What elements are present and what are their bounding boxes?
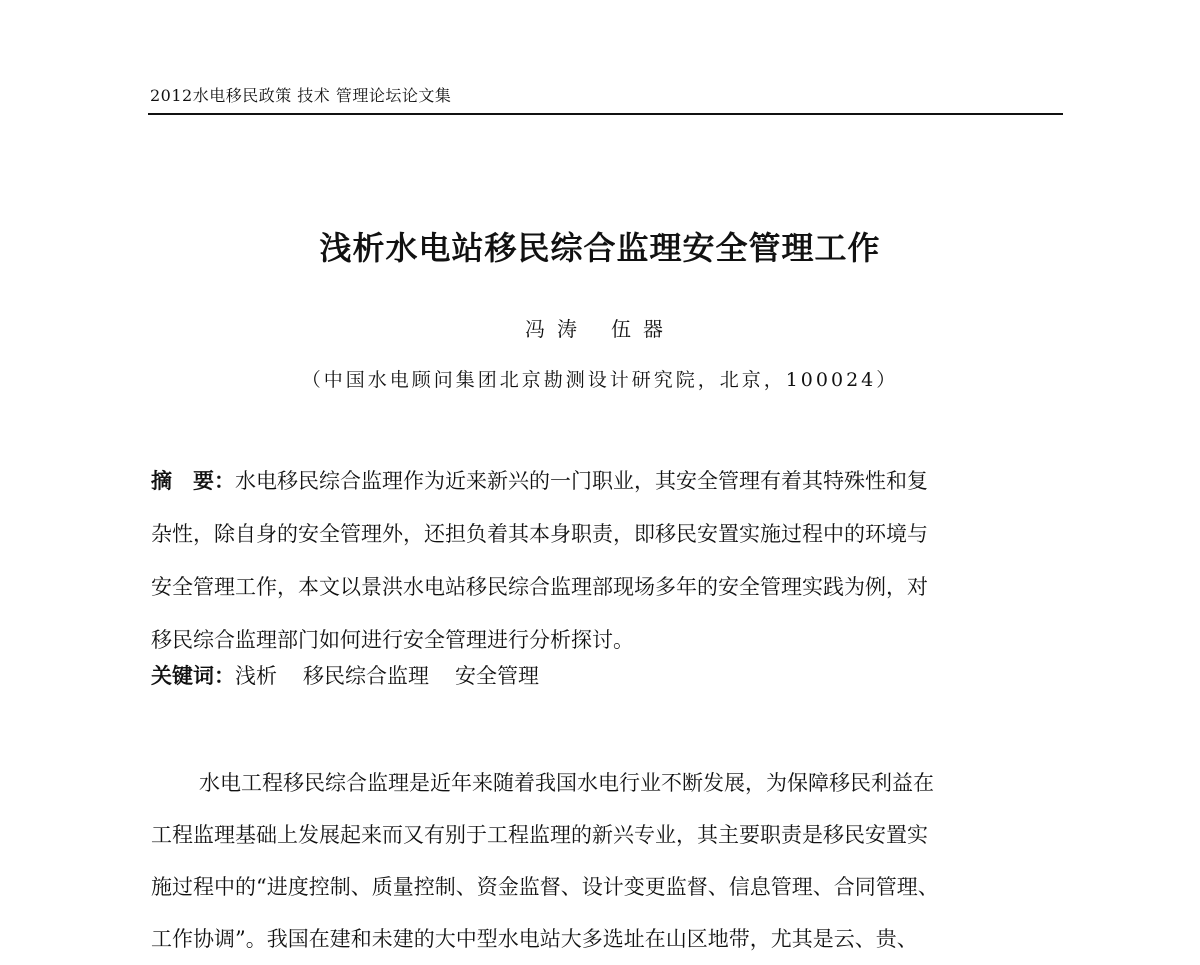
body-line: 工作协调”。我国在建和未建的大中型水电站大多选址在山区地带，尤其是云、贵、 xyxy=(151,927,918,951)
keyword: 安全管理 xyxy=(455,664,539,688)
abstract xyxy=(151,455,1063,667)
keyword: 移民综合监理 xyxy=(303,664,429,688)
body-line: 水电工程移民综合监理是近年来随着我国水电行业不断发展，为保障移民利益在 xyxy=(199,771,934,795)
keywords-label: 关键词： xyxy=(151,664,235,688)
abstract-line xyxy=(151,455,1063,508)
author-name: 冯涛 xyxy=(525,317,589,341)
abstract-text: 水电移民综合监理作为近来新兴的一门职业，其安全管理有着其特殊性和复 xyxy=(235,469,928,493)
author-name: 伍器 xyxy=(611,317,675,341)
abstract-line: 移民综合监理部门如何进行安全管理进行分析探讨。 xyxy=(151,628,634,652)
abstract-label: 摘 要： xyxy=(151,469,235,493)
body-paragraph xyxy=(151,757,1063,965)
affiliation: （中国水电顾问集团北京勘测设计研究院，北京，100024） xyxy=(301,369,899,391)
body-line: 工程监理基础上发展起来而又有别于工程监理的新兴专业，其主要职责是移民安置实 xyxy=(151,823,928,847)
keywords xyxy=(151,661,565,691)
header-rule xyxy=(148,113,1063,115)
paper-title: 浅析水电站移民综合监理安全管理工作 xyxy=(319,229,881,267)
abstract-line: 杂性，除自身的安全管理外，还担负着其本身职责，即移民安置实施过程中的环境与 xyxy=(151,522,928,546)
running-header: 2012水电移民政策 技术 管理论坛论文集 xyxy=(150,86,452,105)
author-list xyxy=(0,316,1200,342)
keyword: 浅析 xyxy=(235,664,277,688)
abstract-line: 安全管理工作，本文以景洪水电站移民综合监理部现场多年的安全管理实践为例，对 xyxy=(151,575,928,599)
body-line: 施过程中的“进度控制、质量控制、资金监督、设计变更监督、信息管理、合同管理、 xyxy=(151,875,939,899)
